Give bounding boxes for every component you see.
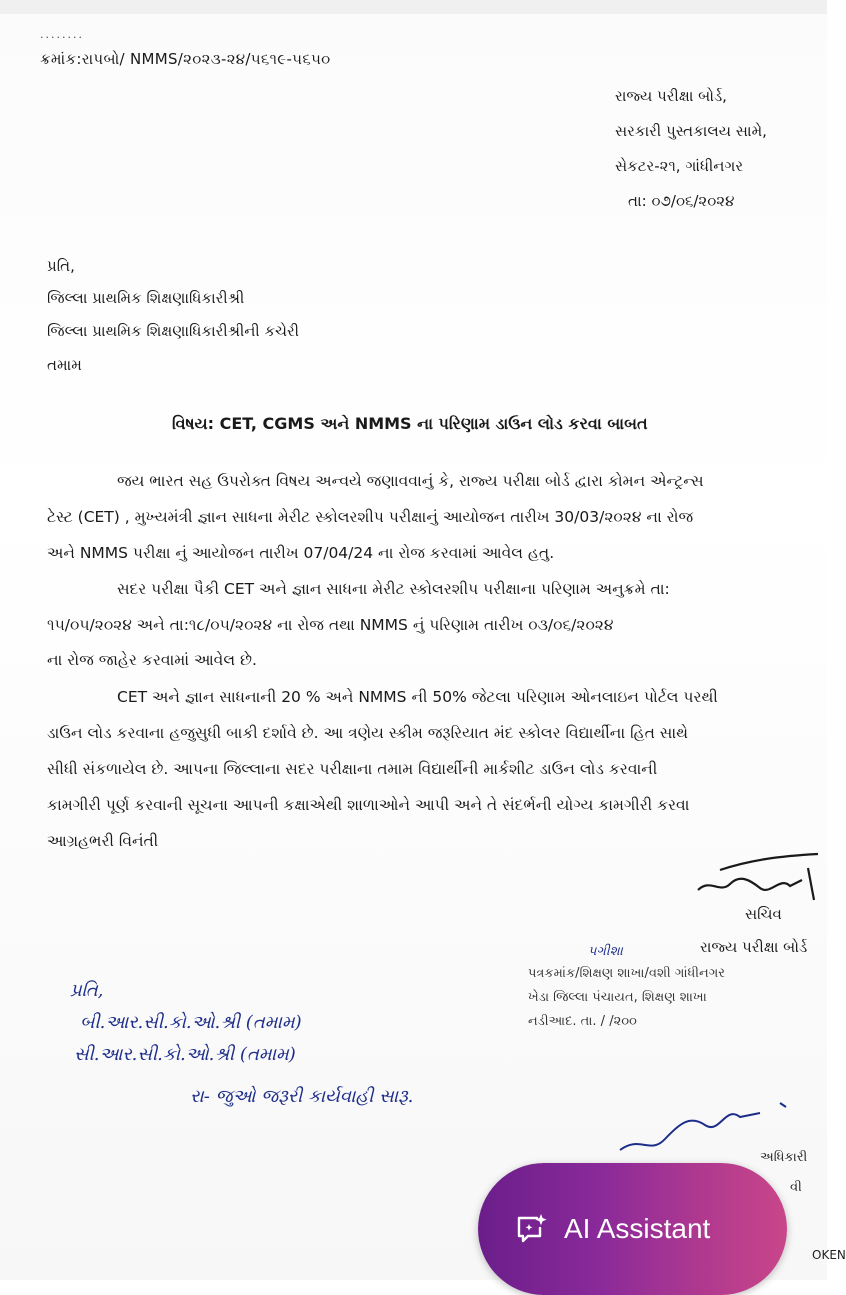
body-line: આગ્રહભરી વિનંતી: [47, 832, 159, 850]
ai-sparkle-chat-icon: [514, 1211, 550, 1247]
recipient-line: તમામ: [47, 356, 82, 374]
lower-signature-text: અધિકારી: [760, 1150, 808, 1165]
reference-number: ક્રમાંક:રાપબો/ NMMS/૨૦૨૩-૨૪/૫૬૧૯-૫૬૫૦: [40, 50, 331, 68]
body-line: ટેસ્ટ (CET) , મુખ્યમંત્રી જ્ઞાન સાધના મેરીટ સ્કોલરશીપ પરીક્ષાનું આયોજન તારીખ 30/03/૨૦૨૪ ના રોજ: [47, 508, 694, 526]
body-line: ડાઉન લોડ કરવાના હજુસુધી બાકી દર્શાવે છે. આ ત્રણેય સ્કીમ જરૂરિયાત મંદ સ્કોલર વિદ્યાર્થીના હિત સાથે: [47, 724, 689, 742]
handwritten-line: પ્રતિ,: [70, 980, 104, 1001]
signatory-title: સચિવ: [745, 905, 782, 923]
body-line: ના રોજ જાહેર કરવામાં આવેલ છે.: [47, 651, 257, 669]
top-scribble: ........: [40, 28, 84, 41]
lower-signature-text: વી: [790, 1180, 802, 1195]
body-line: ૧૫/૦૫/૨૦૨૪ અને તા:૧૮/૦૫/૨૦૨૪ ના રોજ તથા NMMS નું પરિણામ તારીખ ૦૩/૦૬/૨૦૨૪: [47, 616, 614, 634]
stamp-line: પત્રકમાંક/શિક્ષણ શાખા/વશી ગાંધીનગર: [528, 966, 725, 981]
body-line: સદર પરીક્ષા પૈકી CET અને જ્ઞાન સાધના મેરીટ સ્કોલરશીપ પરીક્ષાના પરિણામ અનુક્રમે તા:: [117, 580, 670, 598]
body-line: CET અને જ્ઞાન સાધનાની 20 % અને NMMS ની 50% જેટલા પરિણામ ઓનલાઇન પોર્ટલ પરથી: [117, 688, 718, 706]
stamp-overwrite: પગીશા: [588, 944, 623, 959]
handwritten-line: રા- જુઓ જરૂરી કાર્યવાહી સારૂ.: [190, 1086, 414, 1107]
signatory-org: રાજ્ય પરીક્ષા બોર્ડ: [700, 938, 808, 956]
recipient-line: જિલ્લા પ્રાથમિક શિક્ષણાધિકારીશ્રી: [47, 289, 245, 307]
handwritten-line: સી.આર.સી.કો.ઓ.શ્રી (તમામ): [74, 1044, 296, 1065]
recipient-line: પ્રતિ,: [47, 257, 75, 275]
scan-top-edge: [0, 0, 827, 14]
recipient-line: જિલ્લા પ્રાથમિક શિક્ષણાધિકારીશ્રીની કચેરી: [47, 322, 300, 340]
subject-line: વિષય: CET, CGMS અને NMMS ના પરિણામ ડાઉન લોડ કરવા બાબત: [172, 414, 648, 433]
ai-assistant-label: AI Assistant: [564, 1213, 711, 1244]
sender-line: સેકટર-૨૧, ગાંધીનગર: [615, 157, 744, 175]
stamp-line: ખેડા જિલ્લા પંચાયત, શિક્ષણ શાખા: [528, 990, 707, 1005]
letter-date: તા: ૦૭/૦૬/૨૦૨૪: [628, 192, 735, 210]
edge-text: OKEN: [812, 1248, 846, 1262]
sender-line: સરકારી પુસ્તકાલય સામે,: [615, 122, 767, 140]
body-line: જય ભારત સહ ઉપરોક્ત વિષય અન્વયે જણાવવાનું કે, રાજ્ય પરીક્ષા બોર્ડ દ્વારા કોમન એન્ટ્રન્સ: [117, 472, 704, 490]
sender-line: રાજ્ય પરીક્ષા બોર્ડ,: [615, 87, 727, 105]
body-line: કામગીરી પૂર્ણ કરવાની સૂચના આપની કક્ષાએથી શાળાઓને આપી અને તે સંદર્ભની યોગ્ય કામગીરી કરવા: [47, 796, 690, 814]
ai-assistant-button[interactable]: [478, 1163, 787, 1295]
stamp-line: નડીઆદ. તા. / /૨૦૦: [528, 1014, 637, 1029]
handwritten-line: બી.આર.સી.કો.ઓ.શ્રી (તમામ): [80, 1012, 302, 1033]
body-line: સીધી સંકળાયેલ છે. આપના જિલ્લાના સદર પરીક્ષાના તમામ વિદ્યાર્થીની માર્કશીટ ડાઉન લોડ કરવાની: [47, 760, 658, 778]
body-line: અને NMMS પરીક્ષા નું આયોજન તારીખ 07/04/24 ના રોજ કરવામાં આવેલ હતુ.: [47, 544, 555, 562]
